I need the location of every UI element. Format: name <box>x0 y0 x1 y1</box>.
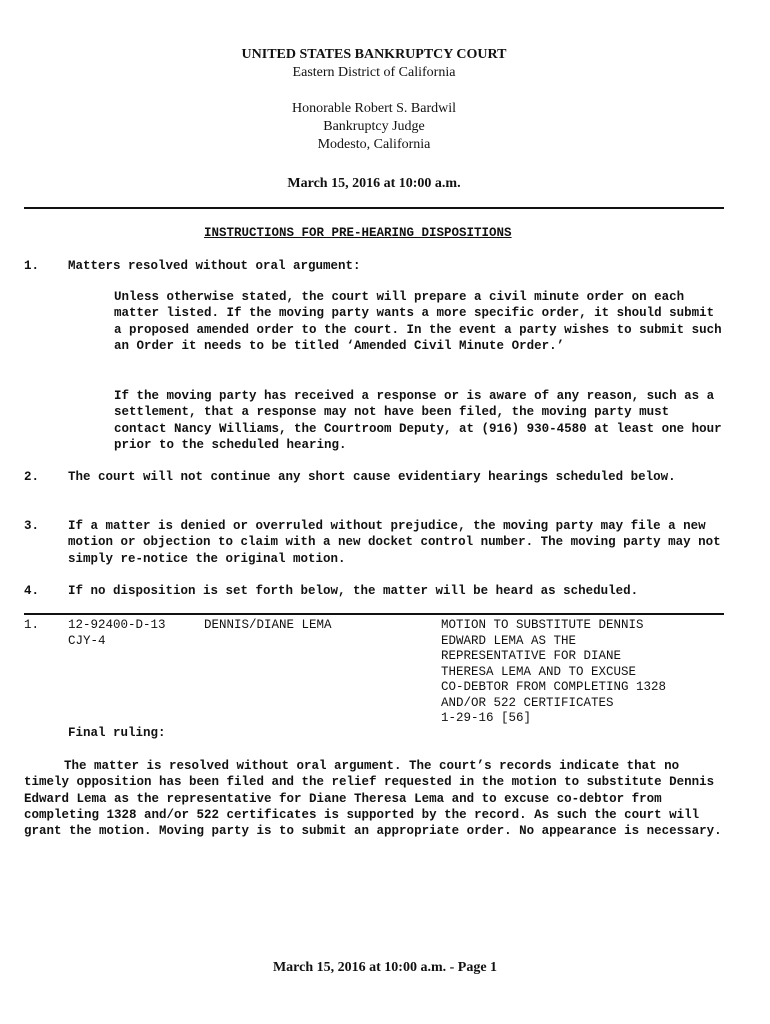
instruction-number: 2. <box>24 470 40 484</box>
judge-name: Honorable Robert S. Bardwil <box>291 101 457 116</box>
instruction-number: 4. <box>24 584 40 598</box>
motion-line: CO-DEBTOR FROM COMPLETING 1328 <box>441 680 667 694</box>
instruction-number: 3. <box>24 519 40 533</box>
docket-control-number: CJY-4 <box>68 633 106 648</box>
instruction-text: Matters resolved without oral argument: <box>68 259 361 273</box>
instruction-number: 1. <box>24 259 40 273</box>
court-header <box>0 46 748 154</box>
ruling-label: Final ruling: <box>68 726 166 740</box>
instruction-paragraph: If the moving party has received a response or is aware of any reason, such as a settlement, that a response may not have been filed, the moving party must contact Nancy Williams, the Courtroom Deputy, at (916) 930-4580 at least one hour prior to the scheduled hearing. <box>114 389 722 452</box>
instruction-text: If no disposition is set forth below, the matter will be heard as scheduled. <box>68 584 639 598</box>
case-identifiers <box>68 618 166 649</box>
ruling-text-block <box>24 758 728 839</box>
motion-line: 1-29-16 [56] <box>441 711 532 725</box>
page-footer: March 15, 2016 at 10:00 a.m. - Page 1 <box>272 960 498 975</box>
motion-description <box>441 618 666 727</box>
court-location: Modesto, California <box>317 137 431 152</box>
ruling-text: The matter is resolved without oral argument. The court’s records indicate that no timely opposition has been filed and the relief requested in the motion to substitute Dennis Edward Lema as the representative for Diane Theresa Lema and to excuse co-debtor from completing 1328 and/or 522 certificates is supported by the record. As such the court will grant the motion. Moving party is to submit an appropriate order. No appearance is necessary. <box>24 759 722 839</box>
hearing-date: March 15, 2016 at 10:00 a.m. <box>287 176 461 191</box>
section-divider <box>24 613 724 615</box>
judge-title: Bankruptcy Judge <box>323 119 425 134</box>
instructions-title: INSTRUCTIONS FOR PRE-HEARING DISPOSITIONS <box>204 226 512 240</box>
court-name: UNITED STATES BANKRUPTCY COURT <box>241 47 507 62</box>
district-name: Eastern District of California <box>292 65 456 80</box>
debtor-name: DENNIS/DIANE LEMA <box>204 618 332 632</box>
header-divider <box>24 207 724 209</box>
instruction-text: If a matter is denied or overruled without prejudice, the moving party may file a new motion or objection to claim with a new docket control number. The moving party may not simply re-notice the original motion. <box>68 519 721 566</box>
case-number: 12-92400-D-13 <box>68 618 166 632</box>
motion-line: MOTION TO SUBSTITUTE DENNIS <box>441 618 644 632</box>
instruction-paragraph: Unless otherwise stated, the court will prepare a civil minute order on each matter listed. If the moving party wants a more specific order, it should submit a proposed amended order to the court. In the event a party wishes to submit such an Order it needs to be titled ‘Amended Civil Minute Order.’ <box>114 290 722 353</box>
case-item-number: 1. <box>24 618 40 632</box>
motion-line: THERESA LEMA AND TO EXCUSE <box>441 664 637 679</box>
motion-line: REPRESENTATIVE FOR DIANE <box>441 649 622 663</box>
instruction-text: The court will not continue any short cause evidentiary hearings scheduled below. <box>68 470 676 484</box>
motion-line: EDWARD LEMA AS THE <box>441 633 577 648</box>
motion-line: AND/OR 522 CERTIFICATES <box>441 695 614 710</box>
